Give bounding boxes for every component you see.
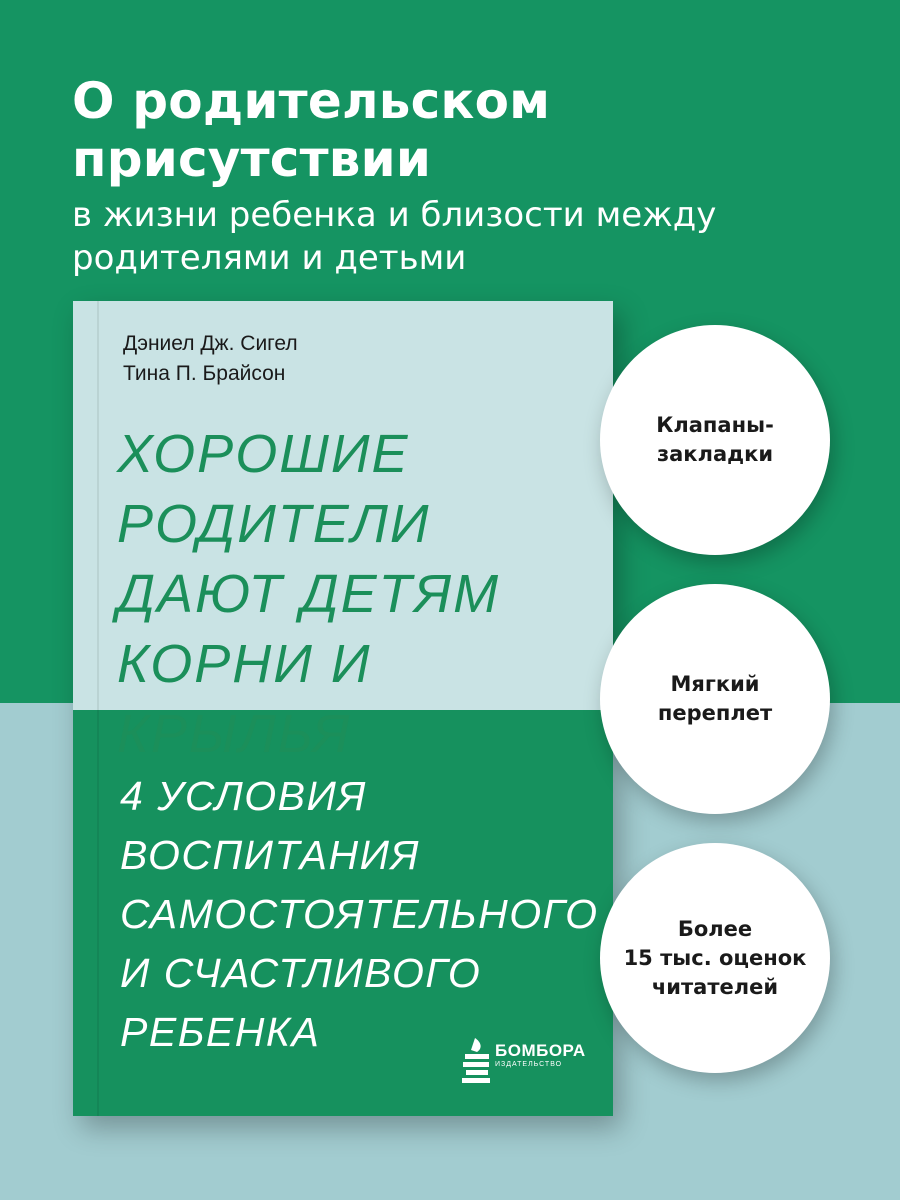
subtitle-line-1: 4 УСЛОВИЯ bbox=[120, 773, 367, 819]
title-line-3: ДАЮТ ДЕТЯМ bbox=[117, 564, 501, 624]
badge-softcover bbox=[600, 584, 830, 814]
title-line-1: ХОРОШИЕ bbox=[117, 424, 410, 484]
book-cover bbox=[73, 301, 613, 1116]
headline bbox=[72, 72, 872, 188]
bombora-book-icon bbox=[461, 1038, 493, 1084]
headline-line-2: присутствии bbox=[72, 130, 432, 188]
badge-1-line-2: закладки bbox=[656, 442, 774, 466]
author-1: Дэниел Дж. Сигел bbox=[123, 332, 298, 355]
headline-line-1: О родительском bbox=[72, 72, 551, 130]
title-line-4: КОРНИ И КРЫЛЬЯ bbox=[117, 634, 372, 764]
publisher-text bbox=[495, 1042, 586, 1070]
badge-1-line-1: Клапаны- bbox=[656, 413, 774, 437]
cover-spine-line bbox=[97, 301, 99, 1116]
subheadline-line-2: родителями и детьми bbox=[72, 238, 467, 278]
badge-3-line-3: читателей bbox=[651, 974, 779, 999]
badge-3-line-2: 15 тыс. оценок bbox=[623, 945, 807, 970]
badge-flaps bbox=[600, 325, 830, 555]
title-line-2: РОДИТЕЛИ bbox=[117, 494, 431, 554]
badge-2-line-2: переплет bbox=[657, 701, 773, 725]
subheadline bbox=[72, 194, 872, 280]
publisher-sub: ИЗДАТЕЛЬСТВО bbox=[495, 1061, 563, 1068]
author-2: Тина П. Брайсон bbox=[123, 362, 286, 385]
subtitle-line-2: ВОСПИТАНИЯ bbox=[120, 832, 420, 878]
book-authors bbox=[123, 329, 298, 389]
subtitle-line-5: РЕБЕНКА bbox=[120, 1009, 321, 1055]
publisher-logo bbox=[461, 1036, 591, 1088]
subtitle-line-3: САМОСТОЯТЕЛЬНОГО bbox=[120, 891, 599, 937]
book-title bbox=[117, 419, 597, 769]
badge-2-line-1: Мягкий bbox=[670, 672, 760, 696]
book-subtitle bbox=[120, 767, 600, 1062]
subtitle-line-4: И СЧАСТЛИВОГО bbox=[120, 950, 482, 996]
subheadline-line-1: в жизни ребенка и близости между bbox=[72, 195, 717, 235]
badge-3-line-1: Более bbox=[677, 916, 753, 941]
publisher-name: БОМБОРА bbox=[495, 1041, 586, 1060]
badge-ratings bbox=[600, 843, 830, 1073]
